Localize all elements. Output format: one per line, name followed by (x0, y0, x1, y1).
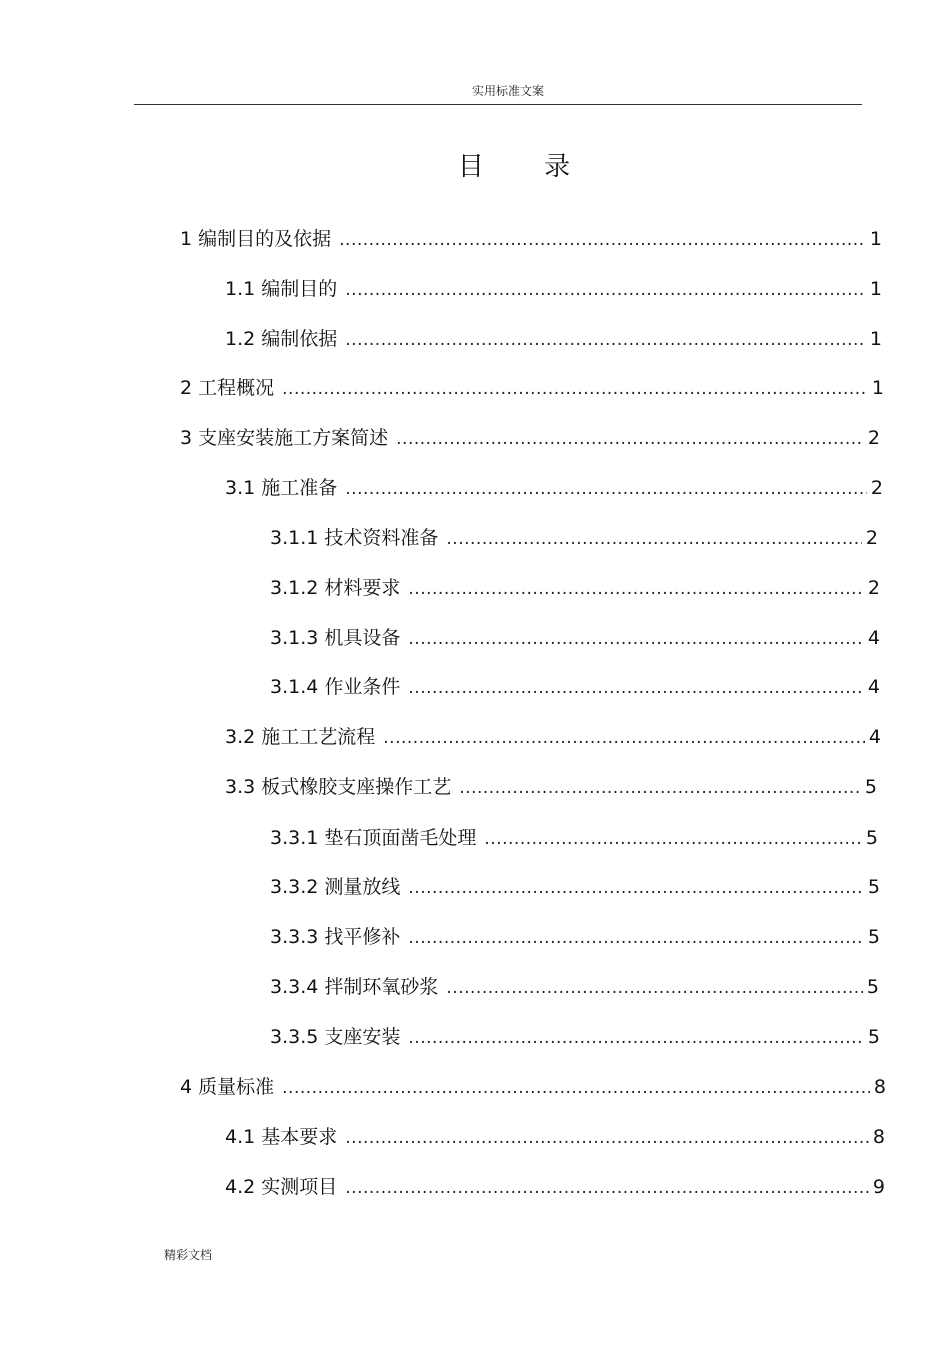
toc-dot-leader (345, 327, 866, 353)
toc-entry-3[interactable] (180, 425, 880, 451)
toc-dot-leader (484, 826, 862, 852)
toc-page-number: 5 (864, 776, 877, 798)
toc-entry-3-3-5[interactable] (270, 1024, 880, 1050)
toc-page-number: 9 (872, 1176, 885, 1198)
toc-entry-label: 3.3.4 拌制环氧砂浆 (270, 976, 439, 998)
toc-page-number: 8 (873, 1076, 886, 1098)
toc-dot-leader (345, 277, 866, 303)
toc-dot-leader (396, 426, 864, 452)
toc-entry-3-3-3[interactable] (270, 924, 880, 950)
toc-dot-leader (459, 775, 861, 801)
toc-entry-label: 3.2 施工工艺流程 (225, 726, 376, 748)
toc-entry-label: 3.1.3 机具设备 (270, 627, 401, 649)
toc-page-number: 4 (868, 726, 881, 748)
toc-page-number: 1 (869, 228, 882, 250)
toc-title: 目 录 (457, 152, 597, 182)
toc-dot-leader (345, 1125, 869, 1151)
toc-dot-leader (339, 227, 866, 253)
toc-entry-3-1[interactable] (225, 475, 883, 501)
toc-dot-leader (282, 376, 868, 402)
toc-page-number: 2 (870, 477, 883, 499)
toc-dot-leader (408, 576, 864, 602)
toc-entry-label: 3.1.2 材料要求 (270, 577, 401, 599)
toc-entry-2[interactable] (180, 375, 884, 401)
toc-entry-label: 3.3.5 支座安装 (270, 1026, 401, 1048)
toc-dot-leader (383, 725, 865, 751)
toc-entry-3-3-1[interactable] (270, 825, 878, 851)
toc-entry-4-2[interactable] (225, 1174, 885, 1200)
toc-dot-leader (446, 975, 863, 1001)
toc-page-number: 5 (867, 1026, 880, 1048)
toc-dot-leader (408, 925, 864, 951)
toc-page-number: 4 (867, 627, 880, 649)
toc-entry-label: 3.3 板式橡胶支座操作工艺 (225, 776, 452, 798)
toc-entry-3-1-1[interactable] (270, 525, 878, 551)
toc-entry-label: 3.3.1 垫石顶面凿毛处理 (270, 827, 477, 849)
toc-entry-label: 4 质量标准 (180, 1076, 275, 1098)
toc-entry-label: 1 编制目的及依据 (180, 228, 332, 250)
toc-dot-leader (408, 626, 864, 652)
toc-entry-3-2[interactable] (225, 724, 881, 750)
toc-entry-3-3-4[interactable] (270, 974, 879, 1000)
toc-dot-leader (408, 1025, 864, 1051)
toc-page-number: 1 (871, 377, 884, 399)
toc-entry-label: 2 工程概况 (180, 377, 275, 399)
toc-page-number: 2 (865, 527, 878, 549)
toc-entry-label: 3.3.2 测量放线 (270, 876, 401, 898)
toc-entry-label: 4.2 实测项目 (225, 1176, 338, 1198)
toc-dot-leader (282, 1075, 870, 1101)
toc-page-number: 2 (867, 427, 880, 449)
toc-dot-leader (408, 675, 864, 701)
toc-entry-1[interactable] (180, 226, 882, 252)
toc-entry-label: 3 支座安装施工方案简述 (180, 427, 389, 449)
toc-entry-4[interactable] (180, 1074, 886, 1100)
page-header: 实用标准文案 (471, 84, 544, 98)
toc-entry-label: 1.2 编制依据 (225, 328, 338, 350)
toc-dot-leader (345, 1175, 869, 1201)
toc-entry-1-2[interactable] (225, 326, 882, 352)
toc-page-number: 2 (867, 577, 880, 599)
toc-entry-3-3-2[interactable] (270, 874, 880, 900)
toc-entry-label: 3.3.3 找平修补 (270, 926, 401, 948)
toc-page-number: 8 (872, 1126, 885, 1148)
toc-dot-leader (345, 476, 867, 502)
toc-entry-label: 1.1 编制目的 (225, 278, 338, 300)
toc-page-number: 5 (865, 827, 878, 849)
toc-page-number: 1 (869, 328, 882, 350)
toc-page-number: 1 (869, 278, 882, 300)
toc-entry-3-1-3[interactable] (270, 625, 880, 651)
toc-entry-3-1-4[interactable] (270, 674, 880, 700)
page-footer: 精彩文档 (164, 1248, 213, 1262)
toc-entry-4-1[interactable] (225, 1124, 885, 1150)
toc-entry-label: 3.1.4 作业条件 (270, 676, 401, 698)
toc-dot-leader (446, 526, 862, 552)
toc-entry-label: 3.1.1 技术资料准备 (270, 527, 439, 549)
toc-dot-leader (408, 875, 864, 901)
toc-page-number: 5 (866, 976, 879, 998)
toc-entry-3-1-2[interactable] (270, 575, 880, 601)
toc-entry-label: 3.1 施工准备 (225, 477, 338, 499)
toc-page-number: 5 (867, 876, 880, 898)
toc-entry-1-1[interactable] (225, 276, 882, 302)
toc-entry-3-3[interactable] (225, 774, 877, 800)
toc-page-number: 5 (867, 926, 880, 948)
toc-entry-label: 4.1 基本要求 (225, 1126, 338, 1148)
toc-page-number: 4 (867, 676, 880, 698)
